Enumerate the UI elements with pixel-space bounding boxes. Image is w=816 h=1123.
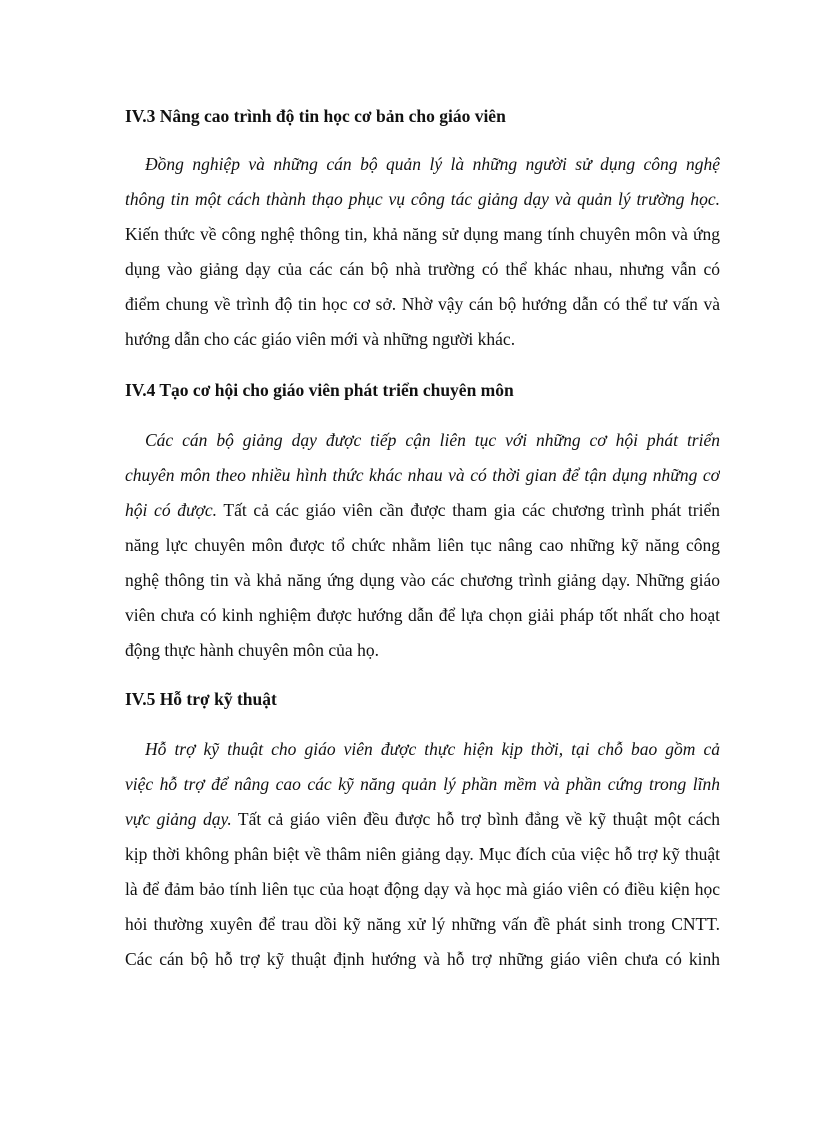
paragraph-line (145, 737, 720, 761)
normal-text: dụng vào giảng dạy của các cán bộ nhà trường có thể khác nhau, nhưng vẫn có (125, 259, 720, 279)
italic-text: Đồng nghiệp và những cán bộ quản lý là những người sử dụng công nghệ (145, 154, 720, 174)
normal-text: năng lực chuyên môn được tổ chức nhằm liên tục nâng cao những kỹ năng công (125, 535, 720, 555)
normal-text: hỏi thường xuyên để trau dồi kỹ năng xử lý những vấn đề phát sinh trong CNTT. (125, 914, 720, 934)
paragraph-line (125, 463, 720, 487)
section-heading-iv3: IV.3 Nâng cao trình độ tin học cơ bản cho giáo viên (125, 106, 506, 126)
italic-text: vực giảng dạy. (125, 809, 232, 829)
normal-text: là để đảm bảo tính liên tục của hoạt động dạy và học mà giáo viên có điều kiện học (125, 879, 720, 899)
paragraph-line (125, 498, 720, 522)
paragraph-line (125, 842, 720, 866)
normal-text: Tất cả các giáo viên cần được tham gia các chương trình phát triển (217, 500, 720, 520)
paragraph-line (125, 772, 720, 796)
normal-text: Kiến thức về công nghệ thông tin, khả năng sử dụng mang tính chuyên môn và ứng (125, 224, 720, 244)
paragraph-line (125, 807, 720, 831)
paragraph-line (125, 187, 720, 211)
italic-text: chuyên môn theo nhiều hình thức khác nhau và có thời gian để tận dụng những cơ (125, 465, 720, 485)
paragraph-line (125, 912, 720, 936)
paragraph-line (145, 428, 720, 452)
normal-text: Tất cả giáo viên đều được hỗ trợ bình đẳng về kỹ thuật một cách (231, 809, 720, 829)
normal-text: hướng dẫn cho các giáo viên mới và những người khác. (125, 329, 516, 349)
paragraph-line (125, 292, 720, 316)
normal-text: điểm chung về trình độ tin học cơ sở. Nhờ vậy cán bộ hướng dẫn có thể tư vấn và (125, 294, 720, 314)
italic-text: thông tin một cách thành thạo phục vụ công tác giảng dạy và quản lý trường học. (125, 189, 720, 209)
paragraph-line (125, 257, 720, 281)
italic-text: Hỗ trợ kỹ thuật cho giáo viên được thực hiện kịp thời, tại chỗ bao gồm cả (145, 739, 720, 759)
normal-text: nghệ thông tin và khả năng ứng dụng vào các chương trình giảng dạy. Những giáo (125, 570, 720, 590)
paragraph-line (125, 568, 720, 592)
italic-text: hội có được. (125, 500, 218, 520)
paragraph-line (145, 152, 720, 176)
italic-text: Các cán bộ giảng dạy được tiếp cận liên tục với những cơ hội phát triển (145, 430, 720, 450)
paragraph-line (125, 877, 720, 901)
paragraph-line (125, 327, 720, 351)
normal-text: động thực hành chuyên môn của họ. (125, 640, 379, 660)
paragraph-line (125, 222, 720, 246)
paragraph-line (125, 638, 720, 662)
paragraph-line (125, 533, 720, 557)
normal-text: kịp thời không phân biệt về thâm niên giảng dạy. Mục đích của việc hỗ trợ kỹ thuật (125, 844, 720, 864)
paragraph-line (125, 603, 720, 627)
italic-text: việc hỗ trợ để nâng cao các kỹ năng quản lý phần mềm và phần cứng trong lĩnh (125, 774, 720, 794)
section-heading-iv5: IV.5 Hỗ trợ kỹ thuật (125, 689, 277, 709)
normal-text: viên chưa có kinh nghiệm được hướng dẫn để lựa chọn giải pháp tốt nhất cho hoạt (125, 605, 720, 625)
paragraph-line (125, 947, 720, 971)
normal-text: Các cán bộ hỗ trợ kỹ thuật định hướng và hỗ trợ những giáo viên chưa có kinh (125, 949, 720, 969)
section-heading-iv4: IV.4 Tạo cơ hội cho giáo viên phát triển chuyên môn (125, 380, 514, 400)
